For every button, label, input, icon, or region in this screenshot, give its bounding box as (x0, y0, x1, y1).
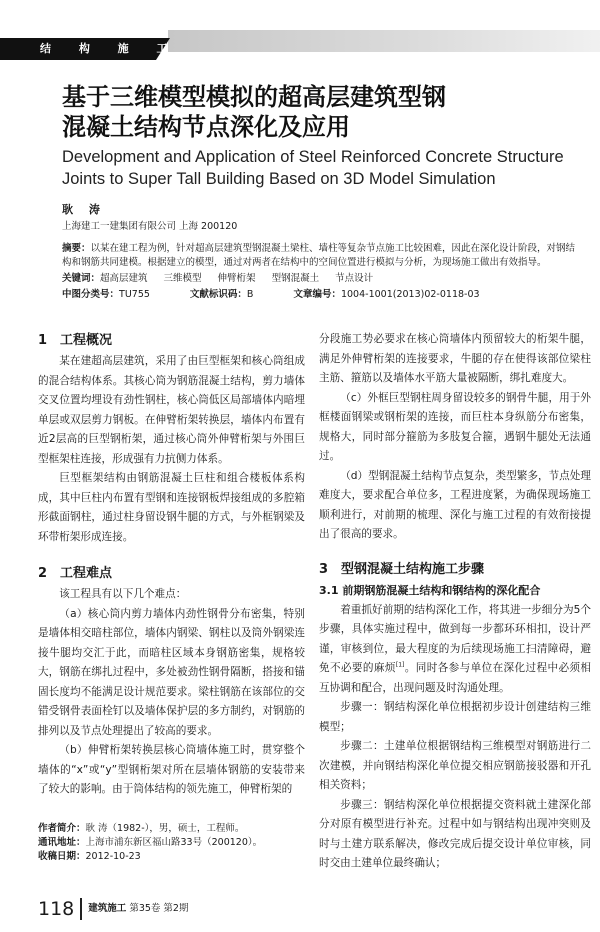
abstract-label: 摘要： (62, 243, 91, 254)
section-number: 3 (319, 561, 329, 577)
journal-volume: 第35卷 第2期 (129, 902, 189, 914)
section-title: 型钢混凝土结构施工步骤 (341, 561, 485, 577)
paragraph: （c）外框巨型钢柱周身留设较多的钢骨牛腿，用于外框楼面钢梁或钢桁架的连接，而巨柱本身纵筋分布密集，规格大，同时部分箍筋为多肢复合箍，遇钢牛腿处无法通过。 (319, 391, 591, 462)
paragraph: （a）核心筒内剪力墙体内劲性钢骨分布密集，特别是墙体相交暗柱部位，墙体内钢梁、钢柱以及筒外钢梁连接牛腿均交汇于此，而暗柱区域本身钢筋密集，规格较大，钢筋在绑扎过程中，多处被劲性钢骨隔断，搭接和锚固长度均不能满足设计规范要求。梁柱钢筋在该部位的交错受钢骨表面栓钉以及墙体保护层的多方制约，对钢筋的排列以及节点处理提出了较高的要求。 (38, 607, 305, 737)
front-matter (62, 82, 576, 302)
bio: 耿 涛（1982-），男，硕士，工程师。 (85, 822, 245, 834)
abstract-text: 以某在建工程为例，针对超高层建筑型钢混凝土梁柱、墙柱等复杂节点施工比较困难，因此在深化设计阶段，对钢结构和钢筋共同建模。根据建立的模型，通过对两者在结构中的空间位置进行模拟与分析，为现场施工做出有效指导。 (62, 243, 576, 268)
classification (62, 288, 576, 302)
doc-code-label: 文献标识码： (189, 289, 247, 300)
header-texture (168, 30, 600, 52)
paragraph: 步骤三：钢结构深化单位根据提交资料就土建深化部分对原有模型进行补充。过程中如与钢结构出现冲突则及时与土建方联系解决，修改完成后提交设计单位审核，同时交由土建单位最终确认； (319, 798, 591, 869)
title-en-line2: Joints to Super Tall Building Based on 3D Model Simulation (62, 170, 496, 188)
paragraph: 该工程具有以下几个难点： (59, 588, 187, 600)
address-label: 通讯地址： (38, 836, 86, 848)
section-number: 2 (38, 566, 48, 581)
doc-code-value: B (246, 289, 254, 300)
column-right (319, 330, 591, 874)
paragraph: 分段施工势必要求在核心筒墙体内预留较大的桁架牛腿，满足外伸臂桁架的连接要求，牛腿的存在使得该部位梁柱主筋、箍筋以及墙体水平筋大量被隔断，绑扎难度大。 (319, 333, 591, 384)
journal-name: 建筑施工 (88, 902, 127, 914)
paragraph: 步骤一：钢结构深化单位根据初步设计创建结构三维模型； (319, 701, 591, 733)
section-2-heading (38, 563, 305, 585)
citation: [1] (395, 661, 405, 669)
subsection-number: 3.1 (319, 583, 339, 597)
date-label: 收稿日期： (38, 850, 86, 862)
section-title: 工程概况 (60, 333, 113, 348)
title-en (62, 146, 576, 190)
body-columns (38, 330, 591, 874)
keyword: 超高层建筑 (100, 273, 148, 284)
section-1-heading (38, 330, 305, 352)
page-number: 118 (38, 897, 75, 920)
bio-label: 作者简介： (38, 822, 86, 834)
author-affiliation: 上海建工一建集团有限公司 上海 200120 (62, 221, 238, 232)
abstract (62, 242, 576, 270)
section-3-heading (319, 559, 591, 581)
header (0, 0, 600, 60)
author-name: 耿 涛 (62, 203, 106, 216)
footnote (38, 822, 305, 864)
paragraph: 巨型框架结构由钢筋混凝土巨柱和组合楼板体系构成，其中巨柱内布置有型钢和连接钢板焊接组成的多腔箱形截面钢柱，通过柱身留设钢牛腿的方式，与外框钢梁及环带桁架形成连接。 (38, 472, 305, 543)
subsection-title: 前期钢筋混凝土结构和钢结构的深化配合 (342, 583, 541, 597)
keyword: 型钢混凝土 (271, 273, 320, 284)
title-cn-line2: 混凝土结构节点深化及应用 (62, 113, 350, 141)
keyword: 节点设计 (335, 273, 374, 284)
paragraph (319, 601, 591, 699)
journal-info (88, 902, 188, 916)
article-no-value: 1004-1001(2013)02-0118-03 (340, 289, 480, 300)
title-cn (62, 82, 576, 142)
title-en-line1: Development and Application of Steel Reinforced Concrete Structure (62, 148, 564, 166)
section-number: 1 (38, 333, 48, 348)
page-footer (38, 896, 600, 922)
paragraph: （d）型钢混凝土结构节点复杂，类型繁多，节点处理难度大，要求配合单位多，工程进度紧，为确保现场施工顺利进行，对前期的梳理、深化与施工过程的有效衔接提出了很高的要求。 (319, 469, 591, 540)
section-label: 结 构 施 工 (40, 42, 180, 55)
text: 。同时各参与单位在深化过程中必须相互协调和配合，出现问题及时沟通处理。 (319, 662, 592, 694)
paragraph: （b）伸臂桁架转换层核心筒墙体施工时，贯穿整个墙体的“x”或“y”型钢桁架对所在层墙体钢筋的安装带来了较大的影响。由于筒体结构的领先施工，伸臂桁架的 (38, 744, 305, 795)
section-title: 工程难点 (60, 566, 113, 581)
paragraph: 某在建超高层建筑，采用了由巨型框架和核心筒组成的混合结构体系。其核心筒为钢筋混凝土结构，剪力墙体交叉位置均埋设有劲性钢柱，核心筒低区局部墙体内暗埋单层或双层剪力钢板。在伸臂桁架转换层，墙体内布置有近2层高的巨型钢桁架，通过核心筒外伸臂桁架与外围巨型框架柱连接，形成强有力抗侧力体系。 (38, 355, 305, 465)
text: 着重抓好前期的结构深化工作，将其进一步细分为5个步骤，具体实施过程中，做到每一步都环环相扣，设计严谨，审核到位，最大程度的为后续现场施工扫清障碍，避免不必要的麻烦 (319, 603, 591, 674)
received-date: 2012-10-23 (85, 850, 141, 862)
article-no-label: 文章编号： (293, 289, 341, 300)
clc-value: TU755 (119, 289, 150, 300)
keywords-label: 关键词： (62, 273, 101, 284)
keyword: 伸臂桁架 (217, 273, 256, 284)
address: 上海市浦东新区福山路33号（200120）。 (85, 836, 263, 848)
keyword: 三维模型 (163, 273, 202, 284)
paragraph: 步骤二：土建单位根据钢结构三维模型对钢筋进行二次建模，并向钢结构深化单位提交相应钢筋接驳器和开孔相关资料； (319, 740, 591, 791)
divider (80, 898, 82, 920)
keywords (62, 272, 576, 286)
subsection-3-1-heading (319, 581, 591, 601)
column-left (38, 330, 305, 864)
clc-label: 中图分类号： (62, 289, 120, 300)
title-cn-line1: 基于三维模型模拟的超高层建筑型钢 (62, 83, 446, 111)
